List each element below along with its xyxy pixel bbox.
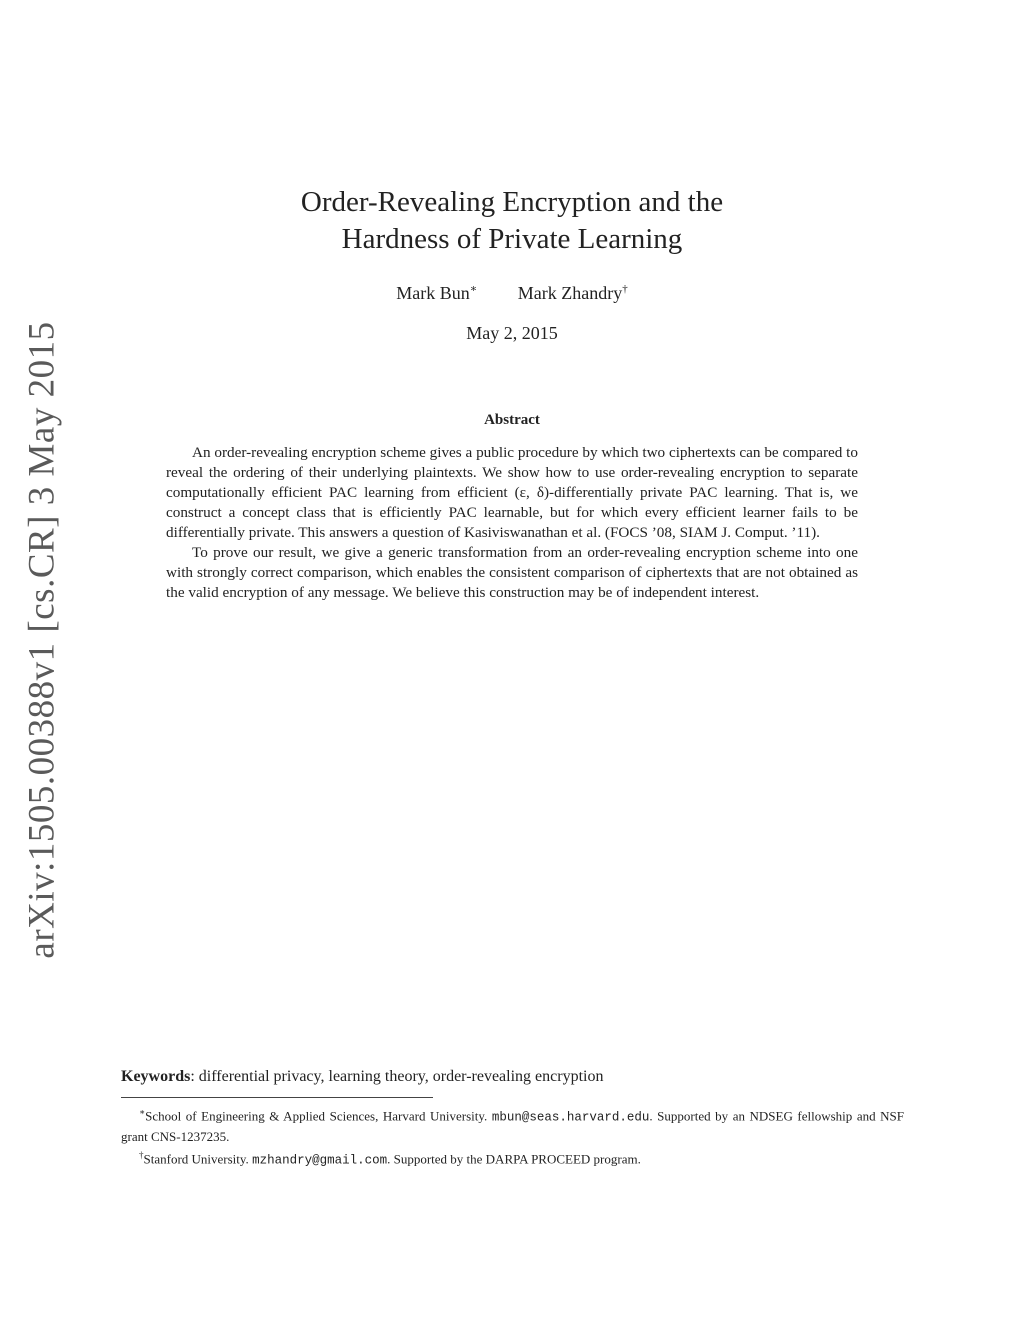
abstract-body bbox=[166, 443, 858, 603]
author-footnote-mark: ∗ bbox=[469, 283, 478, 295]
footnote-divider bbox=[121, 1097, 433, 1098]
footnotes bbox=[121, 1103, 904, 1171]
footnote-text: . Supported by the DARPA PROCEED program. bbox=[387, 1151, 641, 1167]
abstract-paragraph-1: An order-revealing encryption scheme gives a public procedure by which two ciphertexts can be compared to reveal the ordering of their underlying plaintexts. We show how to use order-revealing encryption to separate computationally efficient PAC learning from efficient (ε, δ)-differentially private PAC learning. That is, we construct a concept class that is efficiently PAC learnable, but for which every efficient learner fails to be differentially private. This answers a question of Kasiviswanathan et al. (FOCS ’08, SIAM J. Comput. ’11). bbox=[166, 444, 858, 541]
author-2 bbox=[518, 283, 628, 304]
paper-title bbox=[0, 184, 1024, 258]
abstract-heading: Abstract bbox=[484, 412, 540, 428]
abstract-paragraph-2: To prove our result, we give a generic transformation from an order-revealing encryption scheme into one with strongly correct comparison, which enables the consistent comparison of ciphertexts that are not obtained as the valid encryption of any message. We believe this construction may be of independent interest. bbox=[166, 544, 858, 601]
keywords-text: : differential privacy, learning theory, order-revealing encryption bbox=[190, 1068, 604, 1085]
author-1 bbox=[396, 282, 477, 304]
footnote-2 bbox=[121, 1146, 904, 1170]
footnote-mark: ∗ bbox=[139, 1107, 146, 1117]
author-name: Mark Zhandry bbox=[517, 283, 623, 303]
footnote-mark: † bbox=[139, 1150, 144, 1161]
keywords-line bbox=[121, 1068, 603, 1086]
title-line-2: Hardness of Private Learning bbox=[341, 223, 683, 255]
footnote-text: Stanford University. bbox=[143, 1151, 253, 1167]
email-link[interactable]: mzhandry@gmail.com bbox=[252, 1153, 388, 1168]
paper-date: May 2, 2015 bbox=[466, 323, 558, 343]
keywords-label: Keywords bbox=[121, 1068, 191, 1085]
title-line-1: Order-Revealing Encryption and the bbox=[300, 186, 724, 218]
author-name: Mark Bun bbox=[396, 283, 470, 303]
email-link[interactable]: mbun@seas.harvard.edu bbox=[491, 1110, 650, 1125]
footnote-text: . Supported by an NDSEG fellowship and NSF grant CNS-1237235. bbox=[121, 1108, 905, 1145]
footnote-1 bbox=[121, 1103, 904, 1146]
author-list bbox=[0, 282, 1024, 304]
arxiv-identifier: arXiv:1505.00388v1 [cs.CR] 3 May 2015 bbox=[21, 321, 63, 959]
author-footnote-mark: † bbox=[622, 283, 628, 295]
footnote-text: School of Engineering & Applied Sciences, Harvard University. bbox=[145, 1108, 492, 1124]
